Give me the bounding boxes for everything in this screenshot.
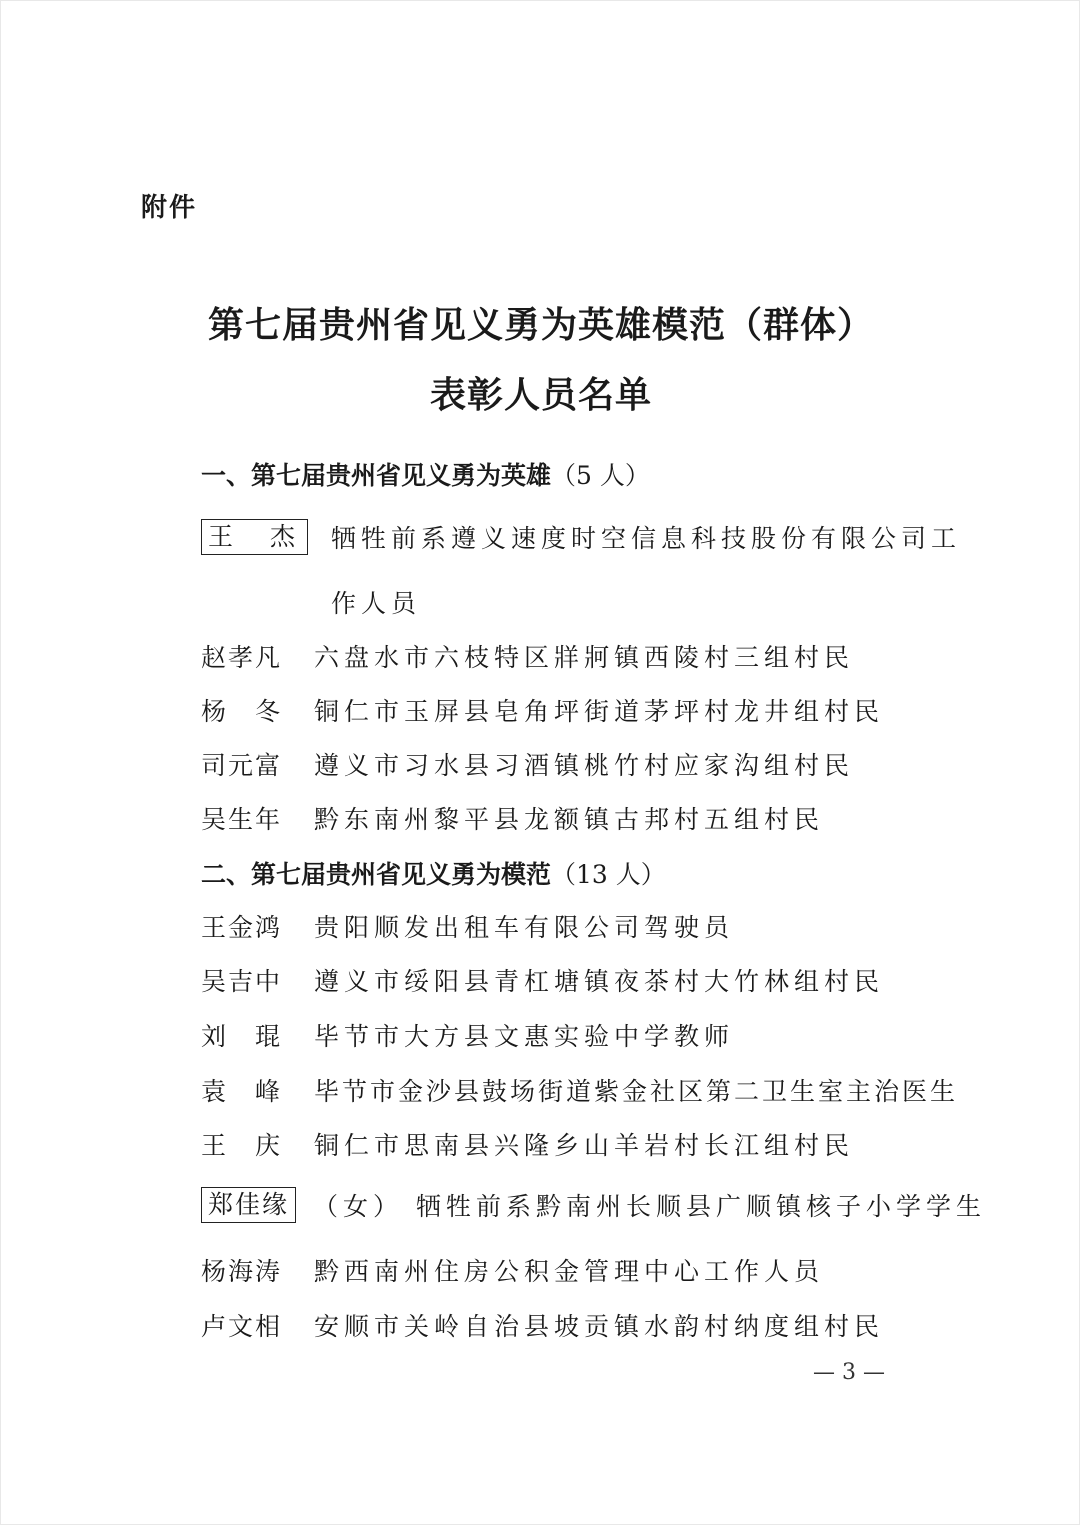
person-description: 牺牲前系黔南州长顺县广顺镇核子小学学生 bbox=[416, 1192, 987, 1221]
person-description: 毕节市金沙县鼓场街道紫金社区第二卫生室主治医生 bbox=[314, 1077, 959, 1106]
person-description: 铜仁市思南县兴隆乡山羊岩村长江组村民 bbox=[314, 1131, 855, 1160]
person-gender: （女） bbox=[313, 1192, 404, 1221]
person-name: 袁 峰 bbox=[201, 1077, 283, 1106]
section2-count: （13 人） bbox=[551, 860, 666, 889]
list-item bbox=[201, 1072, 959, 1108]
section1-heading bbox=[201, 456, 650, 492]
person-name-boxed: 郑佳缘 bbox=[201, 1187, 296, 1223]
person-name: 杨 冬 bbox=[201, 697, 283, 726]
section2-heading bbox=[201, 855, 666, 891]
section1-heading-text: 一、第七届贵州省见义勇为英雄 bbox=[201, 461, 552, 490]
person-name: 王 庆 bbox=[201, 1131, 283, 1160]
person-description-continued: 作人员 bbox=[331, 589, 422, 618]
list-item bbox=[201, 1017, 735, 1053]
person-name: 卢文相 bbox=[201, 1312, 283, 1341]
list-item bbox=[201, 1252, 825, 1288]
person-name: 王金鸿 bbox=[201, 913, 283, 942]
document-title-line1: 第七届贵州省见义勇为英雄模范（群体） bbox=[207, 304, 874, 346]
person-name: 杨海涛 bbox=[201, 1257, 283, 1286]
person-description: 遵义市绥阳县青杠塘镇夜茶村大竹林组村民 bbox=[314, 967, 885, 996]
list-item bbox=[201, 638, 855, 674]
list-item bbox=[201, 1187, 987, 1223]
list-item bbox=[201, 962, 885, 998]
person-description: 六盘水市六枝特区牂牁镇西陵村三组村民 bbox=[314, 643, 855, 672]
person-description: 安顺市关岭自治县坡贡镇水韵村纳度组村民 bbox=[314, 1312, 885, 1341]
page-number: — 3 — bbox=[813, 1360, 885, 1385]
list-item bbox=[201, 908, 735, 944]
person-description: 铜仁市玉屏县皂角坪街道茅坪村龙井组村民 bbox=[314, 697, 885, 726]
list-item bbox=[201, 1307, 885, 1343]
person-name: 赵孝凡 bbox=[201, 643, 283, 672]
person-description: 遵义市习水县习酒镇桃竹村应家沟组村民 bbox=[314, 751, 855, 780]
list-item bbox=[201, 692, 885, 728]
list-item bbox=[201, 800, 825, 836]
document-title-line2: 表彰人员名单 bbox=[429, 374, 652, 416]
person-name: 吴吉中 bbox=[201, 967, 283, 996]
person-name-boxed: 王 杰 bbox=[201, 519, 308, 555]
list-item bbox=[201, 1126, 855, 1162]
section2-heading-text: 二、第七届贵州省见义勇为模范 bbox=[201, 860, 552, 889]
person-description: 黔西南州住房公积金管理中心工作人员 bbox=[314, 1257, 825, 1286]
person-description: 黔东南州黎平县龙额镇古邦村五组村民 bbox=[314, 805, 825, 834]
list-item bbox=[201, 519, 962, 555]
person-description: 贵阳顺发出租车有限公司驾驶员 bbox=[314, 913, 735, 942]
section1-count: （5 人） bbox=[551, 461, 650, 490]
person-description: 牺牲前系遵义速度时空信息科技股份有限公司工 bbox=[331, 524, 962, 553]
attachment-label: 附件 bbox=[141, 193, 198, 223]
person-description: 毕节市大方县文惠实验中学教师 bbox=[314, 1022, 735, 1051]
list-item bbox=[201, 746, 855, 782]
person-name: 司元富 bbox=[201, 751, 283, 780]
person-name: 刘 琨 bbox=[201, 1022, 283, 1051]
person-name: 吴生年 bbox=[201, 805, 283, 834]
